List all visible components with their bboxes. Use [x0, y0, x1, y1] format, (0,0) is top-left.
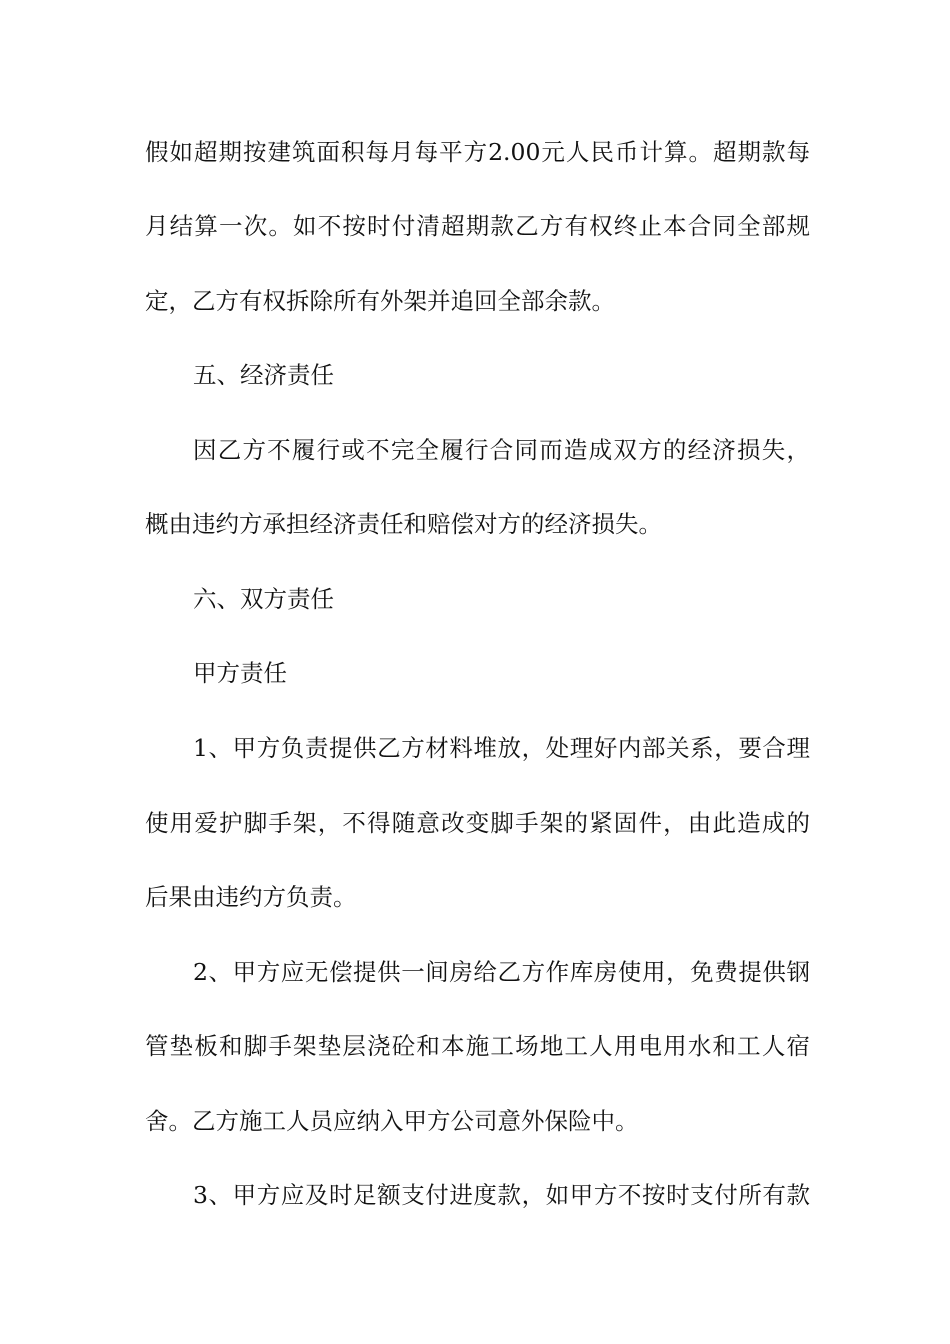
section-heading-both-parties-responsibility: 六、双方责任: [193, 585, 334, 613]
section-heading-economic-responsibility: 五、经济责任: [193, 361, 334, 389]
text-line-10: 使用爱护脚手架，不得随意改变脚手架的紧固件，由此造成的: [145, 809, 810, 837]
text-line-15: 3、甲方应及时足额支付进度款，如甲方不按时支付所有款: [193, 1181, 810, 1209]
text-line-13: 管垫板和脚手架垫层浇砼和本施工场地工人用电用水和工人宿: [145, 1032, 810, 1060]
text-line-9: 1、甲方负责提供乙方材料堆放，处理好内部关系，要合理: [193, 734, 810, 762]
text-line-1: 假如超期按建筑面积每月每平方2.00元人民币计算。超期款每: [145, 138, 810, 166]
text-line-11: 后果由违约方负责。: [145, 883, 357, 911]
text-line-12: 2、甲方应无偿提供一间房给乙方作库房使用，免费提供钢: [193, 958, 810, 986]
text-line-2: 月结算一次。如不按时付清超期款乙方有权终止本合同全部规: [145, 212, 810, 240]
text-line-6: 概由违约方承担经济责任和赔偿对方的经济损失。: [145, 510, 662, 538]
text-line-3: 定，乙方有权拆除所有外架并追回全部余款。: [145, 287, 615, 315]
text-line-14: 舍。乙方施工人员应纳入甲方公司意外保险中。: [145, 1107, 639, 1135]
text-line-5: 因乙方不履行或不完全履行合同而造成双方的经济损失，: [193, 436, 810, 464]
subheading-party-a-responsibility: 甲方责任: [193, 659, 287, 687]
